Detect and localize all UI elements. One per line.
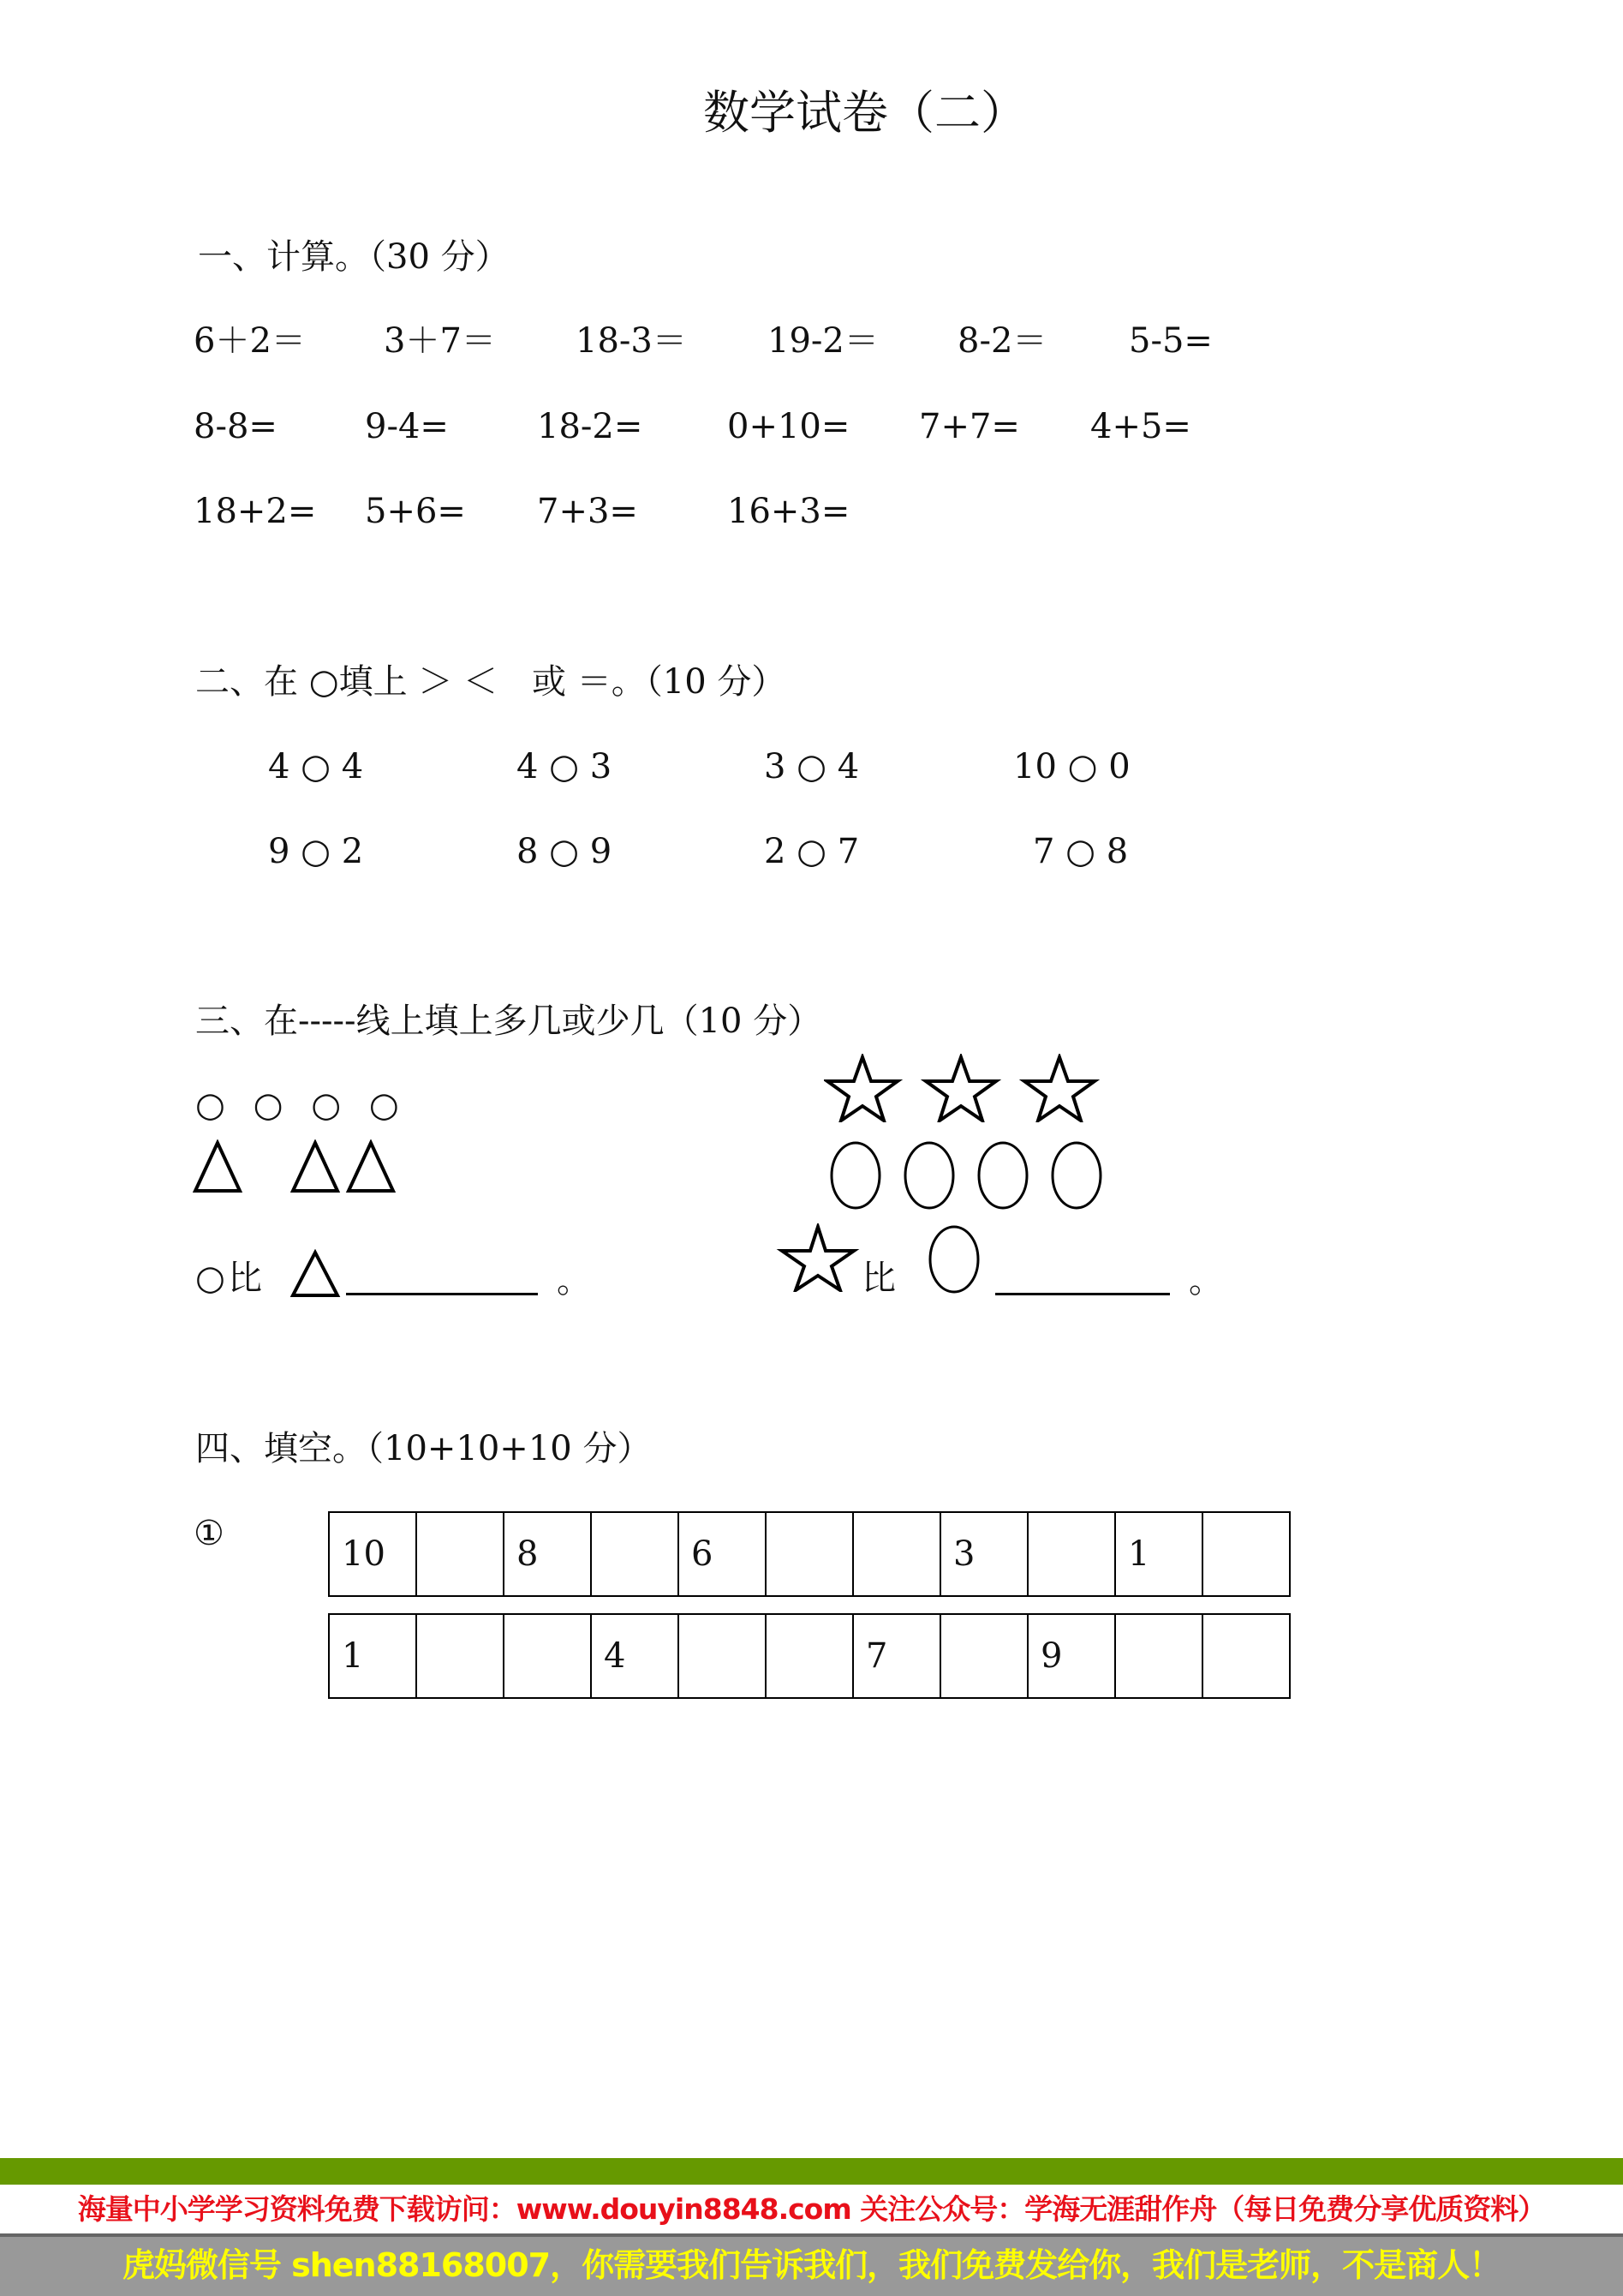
- problem: 0+10=: [727, 407, 850, 446]
- problem: 18+2=: [194, 492, 317, 531]
- triangles-row: [190, 1139, 396, 1195]
- triangle-icon: [288, 1249, 348, 1300]
- sequence-cell: 4: [591, 1614, 678, 1698]
- compare-problem: 8 ○ 9: [516, 832, 612, 871]
- page-title: 数学试卷（二）: [703, 86, 1027, 140]
- compare-problem: 4 ○ 3: [516, 747, 612, 786]
- compare-problem: 4 ○ 4: [268, 747, 364, 786]
- answer-blank[interactable]: [346, 1293, 538, 1295]
- stars-row: [824, 1054, 1115, 1122]
- sequence-cell[interactable]: [504, 1614, 591, 1698]
- problem: 8-8=: [194, 407, 277, 446]
- sequence-cell: 1: [1115, 1512, 1202, 1596]
- sequence-cell[interactable]: [766, 1614, 853, 1698]
- sequence-cell: 10: [329, 1512, 416, 1596]
- sequence-cell[interactable]: [591, 1512, 678, 1596]
- compare-problem: 2 ○ 7: [764, 832, 860, 871]
- question-marker: ①: [194, 1514, 224, 1553]
- compare-word: 比: [228, 1259, 262, 1298]
- sequence-cell[interactable]: [853, 1512, 940, 1596]
- section-1-heading: 一、计算。（30 分）: [198, 237, 510, 277]
- sequence-cell[interactable]: [940, 1614, 1028, 1698]
- sequence-cell: 3: [940, 1512, 1028, 1596]
- section-4-heading: 四、填空。（10+10+10 分）: [195, 1429, 652, 1468]
- sequence-cell: 1: [329, 1614, 416, 1698]
- circle-label: ○: [195, 1259, 225, 1298]
- problem: 8-2＝: [958, 321, 1047, 361]
- problem: 6＋2＝: [194, 321, 306, 361]
- sequence-cell[interactable]: [416, 1512, 504, 1596]
- section-2-heading: 二、在 ○填上 ＞ ＜ 或 ＝。（10 分）: [195, 662, 786, 702]
- problem: 3＋7＝: [384, 321, 496, 361]
- compare-problem: 10 ○ 0: [1013, 747, 1131, 786]
- period: 。: [557, 1261, 591, 1300]
- sequence-cell: 6: [678, 1512, 766, 1596]
- sequence-cell[interactable]: [416, 1614, 504, 1698]
- problem: 19-2＝: [767, 321, 879, 361]
- green-bar: [0, 2158, 1623, 2185]
- number-sequence-table-1: [328, 1511, 1291, 1597]
- oval-icon: [925, 1223, 985, 1296]
- sequence-cell[interactable]: [1202, 1614, 1290, 1698]
- footer-ad-line-2: 虎妈微信号 shen88168007，你需要我们告诉我们，我们免费发给你，我们是老师，不是商人！: [0, 2237, 1623, 2296]
- problem: 18-3＝: [576, 321, 687, 361]
- problem: 16+3=: [727, 492, 850, 531]
- circles-row: ○ ○ ○ ○: [195, 1085, 408, 1125]
- compare-problem: 3 ○ 4: [764, 747, 860, 786]
- compare-problem: 7 ○ 8: [1033, 832, 1129, 871]
- number-sequence-table-2: [328, 1613, 1291, 1699]
- section-3-heading: 三、在-----线上填上多几或少几（10 分）: [195, 1002, 822, 1041]
- compare-problem: 9 ○ 2: [268, 832, 364, 871]
- problem: 9-4=: [365, 407, 449, 446]
- problem: 5+6=: [365, 492, 466, 531]
- sequence-cell[interactable]: [766, 1512, 853, 1596]
- compare-word: 比: [862, 1259, 896, 1298]
- sequence-cell[interactable]: [1115, 1614, 1202, 1698]
- problem: 18-2=: [537, 407, 643, 446]
- answer-blank[interactable]: [995, 1293, 1170, 1295]
- star-icon: [775, 1223, 861, 1292]
- sequence-cell: 8: [504, 1512, 591, 1596]
- problem: 7+7=: [919, 407, 1020, 446]
- problem: 5-5=: [1129, 321, 1213, 361]
- sequence-cell: 7: [853, 1614, 940, 1698]
- sequence-cell[interactable]: [1202, 1512, 1290, 1596]
- period: 。: [1189, 1261, 1223, 1300]
- sequence-cell: 9: [1028, 1614, 1115, 1698]
- footer-ad-line-1: 海量中小学学习资料免费下载访问：www.douyin8848.com 关注公众号：学海无涯甜作舟（每日免费分享优质资料）: [0, 2185, 1623, 2233]
- ovals-row: [826, 1139, 1109, 1212]
- sequence-cell[interactable]: [1028, 1512, 1115, 1596]
- sequence-cell[interactable]: [678, 1614, 766, 1698]
- problem: 4+5=: [1090, 407, 1191, 446]
- problem: 7+3=: [537, 492, 638, 531]
